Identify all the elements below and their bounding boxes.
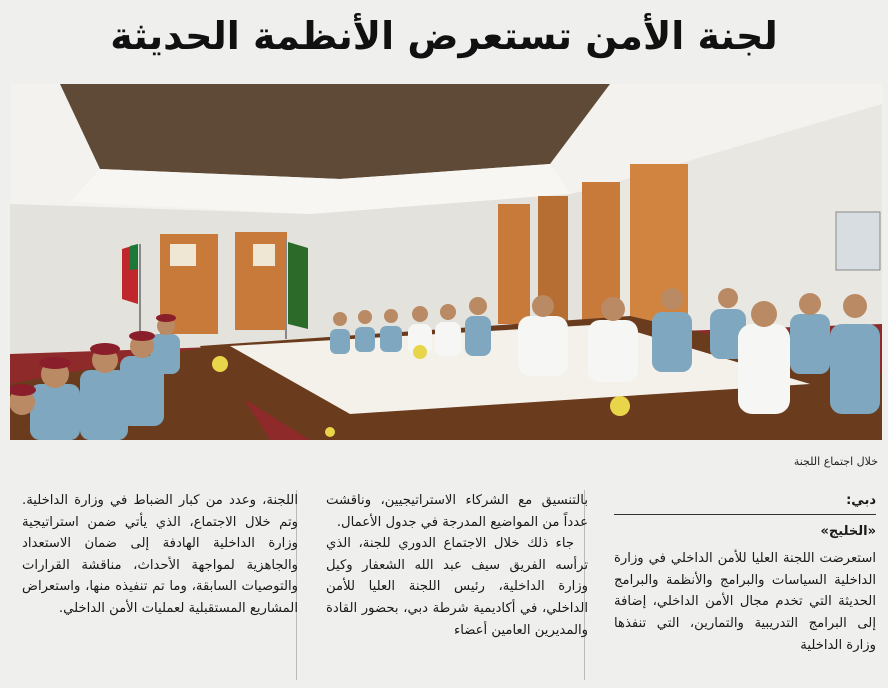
paragraph: استعرضت اللجنة العليا للأمن الداخلي في وزارة الداخلية السياسات والبرامج والأنظمة والبرامج الحديثة التي تخدم مجال الأمن الداخلي، إضافة إلى البرامج التدريبية والتمارين، التي تنفذها وزارة الداخلية (614, 551, 876, 653)
column-right (614, 490, 876, 656)
dateline: دبي: (846, 493, 876, 508)
headline-text: لجنة الأمن تستعرض الأنظمة الحديثة (110, 14, 778, 58)
column-left (22, 490, 298, 620)
headline (0, 4, 888, 68)
paragraph: جاء ذلك خلال الاجتماع الدوري للجنة، الذي ترأسه الفريق سيف عبد الله الشعفار وكيل وزارة الداخلية، رئيس اللجنة العليا للأمن الداخلي، في أكاديمية شرطة دبي، بحضور القادة والمديرين العامين أعضاء (326, 536, 588, 638)
meeting-photo (10, 84, 882, 440)
paragraph: اللجنة، وعدد من كبار الضباط في وزارة الداخلية. وتم خلال الاجتماع، الذي يأتي ضمن استراتيجية وزارة الداخلية الهادفة إلى ضمان الاستعداد والجاهزية لمواجهة الأحداث، مناقشة القرارات والتوصيات السابقة، وما تم تنفيذه منها، واستعراض المشاريع المستقبلية لعمليات الأمن الداخلي. (22, 493, 298, 616)
dateline-rule (614, 514, 876, 515)
source-credit: «الخليج» (820, 523, 876, 539)
photo-caption: خلال اجتماع اللجنة (793, 455, 878, 468)
paragraph: بالتنسيق مع الشركاء الاستراتيجيين، وناقشت عدداً من المواضيع المدرجة في جدول الأعمال. (326, 493, 588, 530)
column-middle (326, 490, 588, 641)
